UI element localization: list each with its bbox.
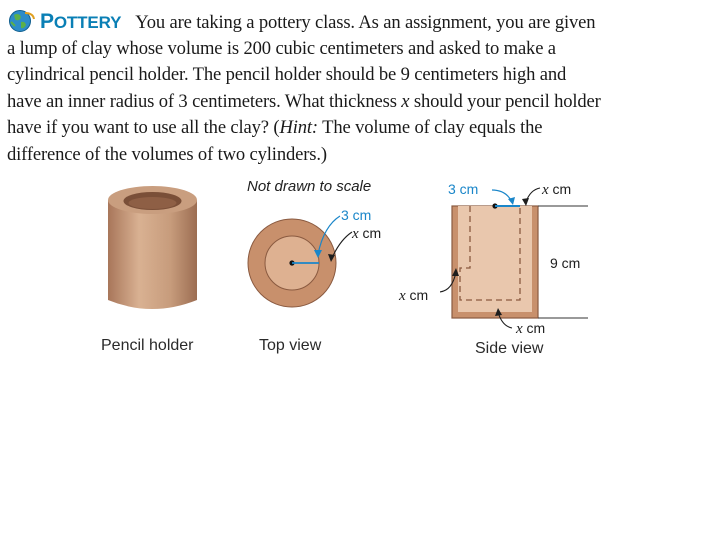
problem-line-5: have if you want to use all the clay? (Hint: The volume of clay equals the [7,117,543,138]
top-thickness-label: x cm [352,225,382,242]
side-top-thickness-label: x cm [542,181,572,198]
caption-pencil-holder: Pencil holder [101,337,194,354]
section-heading: POTTERY [40,10,122,33]
caption-top-view: Top view [259,337,322,354]
side-radius-label: 3 cm [448,181,479,197]
problem-line-6: difference of the volumes of two cylinders.) [7,143,327,165]
side-height-label: 9 cm [550,255,581,271]
problem-line-2: a lump of clay whose volume is 200 cubic centimeters and asked to make a [7,37,556,59]
top-radius-label: 3 cm [341,207,372,223]
pencil-holder-illustration [100,180,205,320]
globe-icon [7,9,37,33]
side-left-thickness-label: x cm [399,287,429,304]
problem-text [7,9,712,168]
caption-side-view: Side view [475,340,544,357]
side-bottom-thickness-label: x cm [516,320,546,337]
problem-line-1: POTTERY You are taking a pottery class. As an assignment, you are given [7,9,712,36]
scale-note: Not drawn to scale [247,178,372,195]
problem-line-4: have an inner radius of 3 centimeters. What thickness x should your pencil holder [7,90,601,112]
problem-line-3: cylindrical pencil holder. The pencil holder should be 9 centimeters high and [7,64,567,85]
